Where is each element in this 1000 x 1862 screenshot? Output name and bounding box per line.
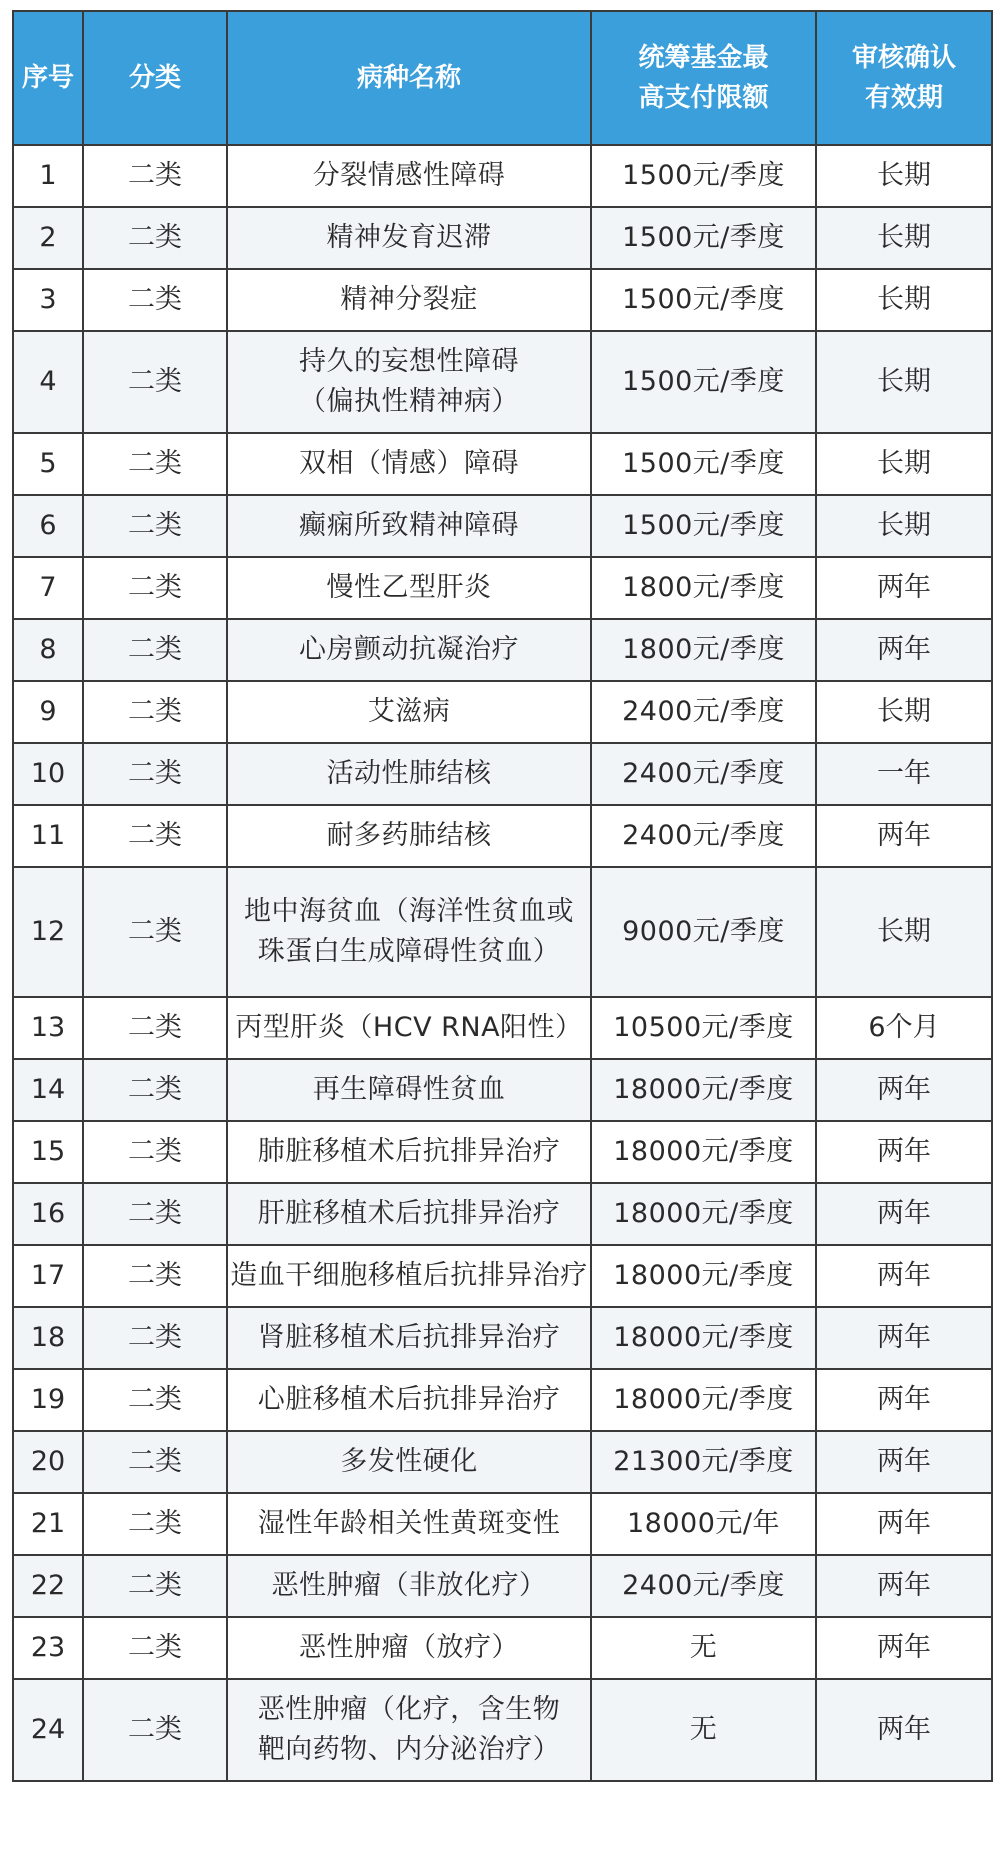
disease-name-cell: 湿性年龄相关性黄斑变性: [227, 1493, 591, 1555]
row-number-cell: 2: [13, 207, 83, 269]
payment-limit-cell: 18000元/季度: [591, 1059, 816, 1121]
row-number-cell: 5: [13, 433, 83, 495]
table-row: [13, 619, 992, 681]
category-cell: 二类: [83, 207, 227, 269]
row-number-cell: 13: [13, 997, 83, 1059]
payment-limit-cell: 1500元/季度: [591, 495, 816, 557]
row-number-cell: 3: [13, 269, 83, 331]
category-cell: 二类: [83, 557, 227, 619]
row-number-cell: 23: [13, 1617, 83, 1679]
validity-cell: 两年: [816, 619, 992, 681]
validity-cell: 长期: [816, 331, 992, 433]
validity-cell: 两年: [816, 1555, 992, 1617]
category-cell: 二类: [83, 997, 227, 1059]
header-payment-limit: 统筹基金最 高支付限额: [591, 11, 816, 145]
table-row: [13, 1307, 992, 1369]
validity-cell: 两年: [816, 1617, 992, 1679]
row-number-cell: 1: [13, 145, 83, 207]
validity-cell: 两年: [816, 805, 992, 867]
table-row: [13, 997, 992, 1059]
payment-limit-cell: 18000元/季度: [591, 1307, 816, 1369]
validity-cell: 两年: [816, 557, 992, 619]
header-category: 分类: [83, 11, 227, 145]
category-cell: 二类: [83, 867, 227, 997]
disease-name-cell: 双相（情感）障碍: [227, 433, 591, 495]
payment-limit-cell: 无: [591, 1617, 816, 1679]
validity-cell: 长期: [816, 867, 992, 997]
validity-cell: 两年: [816, 1245, 992, 1307]
disease-name-cell: 艾滋病: [227, 681, 591, 743]
row-number-cell: 18: [13, 1307, 83, 1369]
validity-cell: 两年: [816, 1059, 992, 1121]
row-number-cell: 24: [13, 1679, 83, 1781]
header-row: [13, 11, 992, 145]
payment-limit-cell: 18000元/年: [591, 1493, 816, 1555]
table-row: [13, 867, 992, 997]
validity-cell: 长期: [816, 207, 992, 269]
header-no: 序号: [13, 11, 83, 145]
validity-cell: 两年: [816, 1183, 992, 1245]
payment-limit-cell: 1500元/季度: [591, 331, 816, 433]
disease-name-cell: 癫痫所致精神障碍: [227, 495, 591, 557]
disease-payment-table: [12, 10, 993, 1782]
payment-limit-cell: 1500元/季度: [591, 145, 816, 207]
table-row: [13, 207, 992, 269]
row-number-cell: 6: [13, 495, 83, 557]
validity-cell: 长期: [816, 433, 992, 495]
table-body: [13, 145, 992, 1781]
row-number-cell: 21: [13, 1493, 83, 1555]
category-cell: 二类: [83, 495, 227, 557]
row-number-cell: 12: [13, 867, 83, 997]
category-cell: 二类: [83, 805, 227, 867]
category-cell: 二类: [83, 269, 227, 331]
category-cell: 二类: [83, 619, 227, 681]
disease-name-cell: 精神分裂症: [227, 269, 591, 331]
header-validity: 审核确认 有效期: [816, 11, 992, 145]
table-row: [13, 1059, 992, 1121]
validity-cell: 两年: [816, 1679, 992, 1781]
table-header: [13, 11, 992, 145]
category-cell: 二类: [83, 1307, 227, 1369]
row-number-cell: 4: [13, 331, 83, 433]
category-cell: 二类: [83, 1245, 227, 1307]
row-number-cell: 20: [13, 1431, 83, 1493]
disease-name-cell: 再生障碍性贫血: [227, 1059, 591, 1121]
category-cell: 二类: [83, 1183, 227, 1245]
validity-cell: 两年: [816, 1431, 992, 1493]
table-row: [13, 1369, 992, 1431]
payment-limit-cell: 10500元/季度: [591, 997, 816, 1059]
disease-name-cell: 慢性乙型肝炎: [227, 557, 591, 619]
validity-cell: 长期: [816, 145, 992, 207]
category-cell: 二类: [83, 681, 227, 743]
category-cell: 二类: [83, 433, 227, 495]
validity-cell: 两年: [816, 1307, 992, 1369]
disease-name-cell: 持久的妄想性障碍 （偏执性精神病）: [227, 331, 591, 433]
disease-name-cell: 恶性肿瘤（放疗）: [227, 1617, 591, 1679]
payment-limit-cell: 1800元/季度: [591, 619, 816, 681]
table-row: [13, 1121, 992, 1183]
category-cell: 二类: [83, 145, 227, 207]
row-number-cell: 14: [13, 1059, 83, 1121]
table-row: [13, 433, 992, 495]
table-row: [13, 1617, 992, 1679]
disease-name-cell: 造血干细胞移植后抗排异治疗: [227, 1245, 591, 1307]
validity-cell: 两年: [816, 1369, 992, 1431]
table-row: [13, 1183, 992, 1245]
payment-limit-cell: 2400元/季度: [591, 681, 816, 743]
disease-name-cell: 恶性肿瘤（化疗，含生物 靶向药物、内分泌治疗）: [227, 1679, 591, 1781]
validity-cell: 6个月: [816, 997, 992, 1059]
validity-cell: 长期: [816, 269, 992, 331]
table-row: [13, 1431, 992, 1493]
payment-limit-cell: 1800元/季度: [591, 557, 816, 619]
table-row: [13, 1555, 992, 1617]
payment-limit-cell: 18000元/季度: [591, 1121, 816, 1183]
row-number-cell: 11: [13, 805, 83, 867]
table-row: [13, 1493, 992, 1555]
payment-limit-cell: 1500元/季度: [591, 207, 816, 269]
validity-cell: 长期: [816, 495, 992, 557]
header-disease-name: 病种名称: [227, 11, 591, 145]
table-row: [13, 681, 992, 743]
disease-name-cell: 肾脏移植术后抗排异治疗: [227, 1307, 591, 1369]
table-row: [13, 331, 992, 433]
payment-limit-cell: 2400元/季度: [591, 743, 816, 805]
table-row: [13, 557, 992, 619]
disease-name-cell: 丙型肝炎（HCV RNA阳性）: [227, 997, 591, 1059]
disease-name-cell: 分裂情感性障碍: [227, 145, 591, 207]
row-number-cell: 22: [13, 1555, 83, 1617]
category-cell: 二类: [83, 1555, 227, 1617]
payment-limit-cell: 1500元/季度: [591, 269, 816, 331]
category-cell: 二类: [83, 1617, 227, 1679]
table-row: [13, 269, 992, 331]
category-cell: 二类: [83, 1493, 227, 1555]
row-number-cell: 16: [13, 1183, 83, 1245]
validity-cell: 两年: [816, 1493, 992, 1555]
payment-limit-cell: 18000元/季度: [591, 1369, 816, 1431]
validity-cell: 两年: [816, 1121, 992, 1183]
category-cell: 二类: [83, 1679, 227, 1781]
payment-limit-cell: 18000元/季度: [591, 1183, 816, 1245]
disease-name-cell: 精神发育迟滞: [227, 207, 591, 269]
validity-cell: 一年: [816, 743, 992, 805]
table-row: [13, 495, 992, 557]
table-row: [13, 1245, 992, 1307]
row-number-cell: 9: [13, 681, 83, 743]
disease-name-cell: 耐多药肺结核: [227, 805, 591, 867]
table-row: [13, 145, 992, 207]
row-number-cell: 10: [13, 743, 83, 805]
disease-name-cell: 心脏移植术后抗排异治疗: [227, 1369, 591, 1431]
row-number-cell: 19: [13, 1369, 83, 1431]
validity-cell: 长期: [816, 681, 992, 743]
payment-limit-cell: 无: [591, 1679, 816, 1781]
table-row: [13, 743, 992, 805]
row-number-cell: 7: [13, 557, 83, 619]
category-cell: 二类: [83, 1121, 227, 1183]
payment-limit-cell: 2400元/季度: [591, 1555, 816, 1617]
disease-name-cell: 心房颤动抗凝治疗: [227, 619, 591, 681]
payment-limit-cell: 2400元/季度: [591, 805, 816, 867]
disease-name-cell: 活动性肺结核: [227, 743, 591, 805]
payment-limit-cell: 21300元/季度: [591, 1431, 816, 1493]
row-number-cell: 8: [13, 619, 83, 681]
disease-name-cell: 肝脏移植术后抗排异治疗: [227, 1183, 591, 1245]
category-cell: 二类: [83, 1059, 227, 1121]
disease-name-cell: 肺脏移植术后抗排异治疗: [227, 1121, 591, 1183]
disease-name-cell: 恶性肿瘤（非放化疗）: [227, 1555, 591, 1617]
payment-limit-cell: 18000元/季度: [591, 1245, 816, 1307]
category-cell: 二类: [83, 1431, 227, 1493]
category-cell: 二类: [83, 331, 227, 433]
payment-limit-cell: 1500元/季度: [591, 433, 816, 495]
row-number-cell: 17: [13, 1245, 83, 1307]
payment-limit-cell: 9000元/季度: [591, 867, 816, 997]
disease-name-cell: 多发性硬化: [227, 1431, 591, 1493]
disease-name-cell: 地中海贫血（海洋性贫血或 珠蛋白生成障碍性贫血）: [227, 867, 591, 997]
row-number-cell: 15: [13, 1121, 83, 1183]
table-row: [13, 805, 992, 867]
category-cell: 二类: [83, 743, 227, 805]
table-row: [13, 1679, 992, 1781]
category-cell: 二类: [83, 1369, 227, 1431]
